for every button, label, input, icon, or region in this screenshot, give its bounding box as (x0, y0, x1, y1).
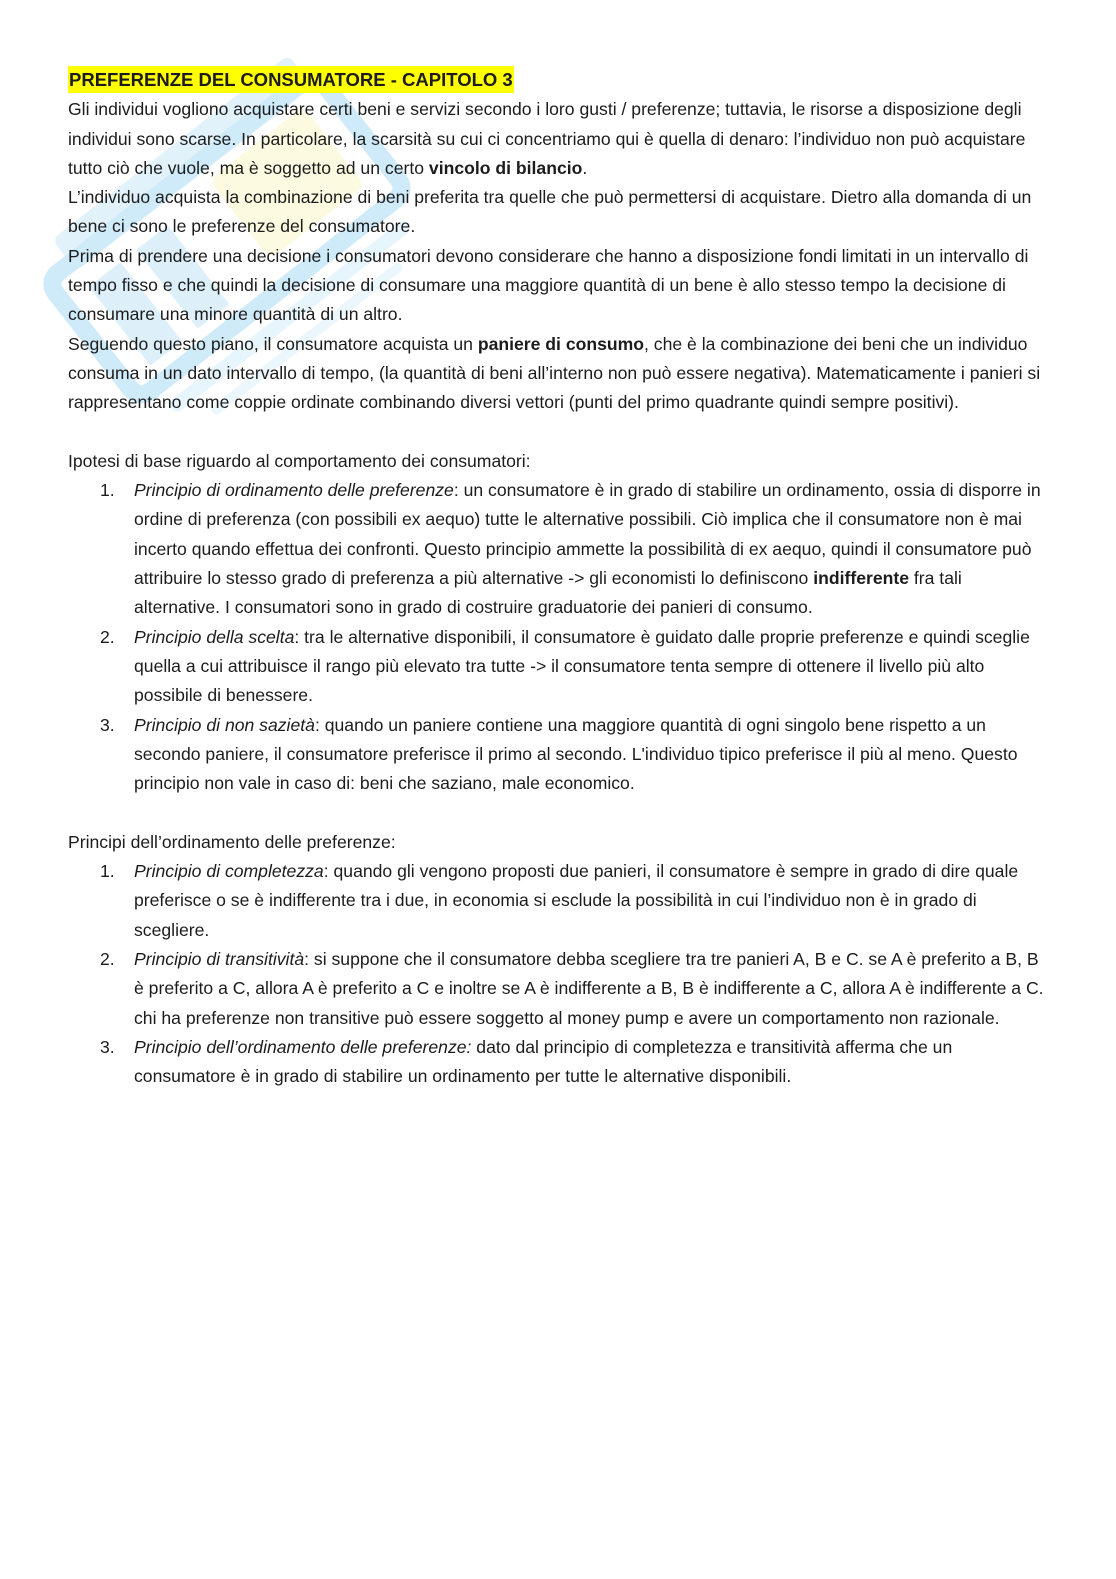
list-item: 1. Principio di completezza: quando gli vengono proposti due panieri, il consumatore è sempre in grado di dire quale preferisce o se è indifferente tra i due, in economia si esclude la possibilità in cui l’individuo non è in grado di scegliere. (68, 857, 1050, 945)
page-title (68, 66, 1050, 95)
section2-heading: Principi dell’ordinamento delle preferenze: (68, 831, 396, 852)
section2-list (68, 857, 1050, 1091)
term-paniere-di-consumo: paniere di consumo (477, 333, 645, 354)
intro-paragraph-4: Seguendo questo piano, il consumatore acquista un paniere di consumo, che è la combinazione dei beni che un individuo consuma in un dato intervallo di tempo, (la quantità di beni all’interno non può essere negativa). Matematicamente i panieri si rappresentano come coppie ordinate combinando diversi vettori (punti del primo quadrante quindi sempre positivi). (68, 333, 1041, 413)
intro-paragraph-2: L’individuo acquista la combinazione di beni preferita tra quelle che può permettersi di acquistare. Dietro alla domanda di un bene ci sono le preferenze del consumatore. (68, 187, 1032, 237)
intro-paragraph-1: Gli individui vogliono acquistare certi beni e servizi secondo i loro gusti / preferenze; tuttavia, le risorse a disposizione degli individui sono scarse. In particolare, la scarsità su cui ci concentriamo qui è quella di denaro: l’individuo non può acquistare tutto ciò che vuole, ma è soggetto ad un certo vincolo di bilancio. (68, 99, 1026, 178)
principle-label: Principio dell’ordinamento delle preferenze: (134, 1036, 472, 1057)
list-number: 1. (100, 861, 115, 882)
list-item: 1. Principio di ordinamento delle preferenze: un consumatore è in grado di stabilire un ordinamento, ossia di disporre in ordine di preferenza (con possibili ex aequo) tutte le alternative possibili. Ciò implica che il consumatore non è mai incerto quando effettua dei confronti. Questo principio ammette la possibilità di ex aequo, quindi il consumatore può attribuire lo stesso grado di preferenza a più alternative -> gli economisti lo definiscono indifferente fra tali alternative. I consumatori sono in grado di costruire graduatorie dei panieri di consumo. (68, 476, 1050, 622)
principle-label: Principio di ordinamento delle preferenze (134, 480, 454, 501)
list-item: 2. Principio della scelta: tra le alternative disponibili, il consumatore è guidato dalle proprie preferenze e quindi sceglie quella a cui attribuisce il rango più elevato tra tutte -> il consumatore tenta sempre di ottenere il livello più alto possibile di benessere. (68, 623, 1050, 711)
term-indifferente: indifferente (813, 568, 909, 589)
title-highlight: PREFERENZE DEL CONSUMATORE - CAPITOLO 3 (68, 66, 514, 93)
list-item: 3. Principio di non sazietà: quando un paniere contiene una maggiore quantità di ogni singolo bene rispetto a un secondo paniere, il consumatore preferisce il primo al secondo. L'individuo tipico preferisce il più al meno. Questo principio non vale in caso di: beni che saziano, male economico. (68, 711, 1050, 799)
intro-paragraph-3: Prima di prendere una decisione i consumatori devono considerare che hanno a disposizione fondi limitati in un intervallo di tempo fisso e che quindi la decisione di consumare una maggiore quantità di un bene è allo stesso tempo la decisione di consumare una minore quantità di un altro. (68, 245, 1029, 325)
term-vincolo-di-bilancio: vincolo di bilancio (428, 157, 583, 178)
principle-label: Principio della scelta (134, 626, 295, 647)
spacer (68, 418, 1050, 447)
list-number: 1. (100, 480, 115, 501)
list-number: 2. (100, 948, 115, 969)
principle-label: Principio di completezza (134, 861, 324, 882)
spacer (68, 798, 1050, 827)
section1-list (68, 476, 1050, 798)
list-item: 3. Principio dell’ordinamento delle preferenze: dato dal principio di completezza e transitività afferma che un consumatore è in grado di stabilire un ordinamento per tutte le alternative disponibili. (68, 1033, 1050, 1092)
principle-label: Principio di transitività (134, 948, 305, 969)
list-number: 2. (100, 626, 115, 647)
list-number: 3. (100, 714, 115, 735)
list-item: 2. Principio di transitività: si suppone che il consumatore debba scegliere tra tre panieri A, B e C. se A è preferito a B, B è preferito a C, allora A è preferito a C e inoltre se A è indifferente a B, B è indifferente a C, allora A è indifferente a C. chi ha preferenze non transitive può essere soggetto al money pump e avere un comportamento non razionale. (68, 945, 1050, 1033)
section1-heading: Ipotesi di base riguardo al comportamento dei consumatori: (68, 450, 531, 471)
principle-label: Principio di non sazietà (134, 714, 315, 735)
document-page (68, 66, 1050, 1091)
list-number: 3. (100, 1036, 115, 1057)
